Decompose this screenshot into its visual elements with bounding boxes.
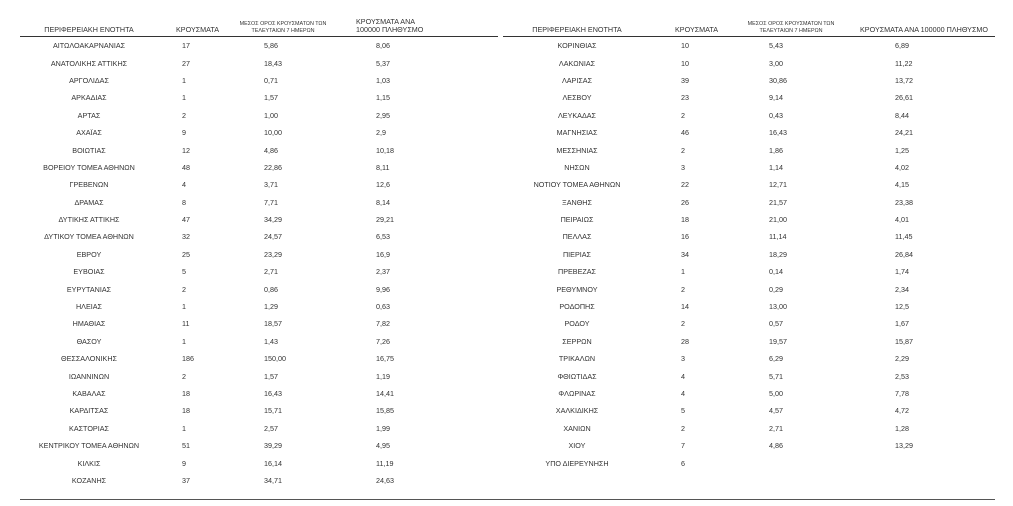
table-row xyxy=(503,437,995,454)
avg7-cell: 16,43 xyxy=(769,128,787,138)
per100k-cell: 7,78 xyxy=(895,389,909,398)
avg7-cell: 1,86 xyxy=(769,145,783,155)
table-row xyxy=(20,263,498,280)
per100k-cell: 4,72 xyxy=(895,406,909,416)
cases-cell: 3 xyxy=(681,162,685,172)
avg7-cell: 21,00 xyxy=(769,215,787,225)
table-row xyxy=(503,176,995,193)
per100k-cell: 13,29 xyxy=(895,441,913,451)
table-row xyxy=(20,246,498,263)
avg7-cell: 1,57 xyxy=(264,371,278,381)
cases-cell: 1 xyxy=(182,302,186,312)
avg7-cell: 4,86 xyxy=(264,145,278,155)
per100k-cell: 0,63 xyxy=(376,302,390,312)
per100k-cell: 2,95 xyxy=(376,110,390,120)
cases-cell: 4 xyxy=(182,180,186,190)
region-cell: ΗΛΕΙΑΣ xyxy=(75,302,103,312)
table-row xyxy=(503,37,995,55)
table-row xyxy=(503,124,995,141)
region-cell: ΠΕΙΡΑΙΩΣ xyxy=(560,215,594,225)
table-row xyxy=(503,72,995,89)
cases-cell: 1 xyxy=(182,93,186,103)
cases-table-left xyxy=(20,14,498,489)
per100k-cell: 23,38 xyxy=(895,197,913,207)
table-row xyxy=(503,194,995,211)
table-row xyxy=(20,37,498,55)
region-cell: ΔΥΤΙΚΟΥ ΤΟΜΕΑ ΑΘΗΝΩΝ xyxy=(44,232,134,242)
cases-cell: 23 xyxy=(681,93,689,103)
region-cell: ΑΡΓΟΛΙΔΑΣ xyxy=(69,75,109,85)
region-cell: ΛΕΣΒΟΥ xyxy=(562,93,592,103)
table-row xyxy=(503,211,995,228)
avg7-cell: 30,86 xyxy=(769,75,787,85)
avg7-cell: 15,71 xyxy=(264,406,282,416)
per100k-cell: 4,01 xyxy=(895,215,909,225)
header-region: ΠΕΡΙΦΕΡΕΙΑΚΗ ΕΝΟΤΗΤΑ xyxy=(503,14,651,37)
avg7-cell: 2,71 xyxy=(264,267,278,277)
avg7-cell: 5,86 xyxy=(264,41,278,51)
cases-cell: 2 xyxy=(681,319,685,329)
cases-cell: 5 xyxy=(681,406,685,416)
table-row xyxy=(503,298,995,315)
per100k-cell: 12,6 xyxy=(376,180,390,190)
avg7-cell: 19,57 xyxy=(769,336,787,346)
cases-cell: 4 xyxy=(681,371,685,381)
table-row xyxy=(503,107,995,124)
per100k-cell: 1,19 xyxy=(376,371,390,381)
per100k-cell: 11,45 xyxy=(895,232,913,242)
avg7-cell: 1,14 xyxy=(769,162,783,172)
cases-cell: 32 xyxy=(182,232,190,242)
avg7-cell: 5,00 xyxy=(769,389,783,398)
table-row xyxy=(20,211,498,228)
avg7-cell: 1,00 xyxy=(264,110,278,120)
cases-cell: 18 xyxy=(681,215,689,225)
table-row xyxy=(20,367,498,384)
avg7-cell: 1,29 xyxy=(264,302,278,312)
per100k-cell: 24,21 xyxy=(895,128,913,138)
cases-cell: 2 xyxy=(182,110,186,120)
table-row xyxy=(20,385,498,402)
region-cell: ΕΥΡΥΤΑΝΙΑΣ xyxy=(66,284,112,294)
avg7-cell xyxy=(729,454,853,471)
cases-cell: 37 xyxy=(182,475,190,485)
region-cell: ΡΟΔΟΠΗΣ xyxy=(559,302,595,312)
avg7-cell: 2,57 xyxy=(264,423,278,433)
table-row xyxy=(503,263,995,280)
cases-cell: 26 xyxy=(681,197,689,207)
per100k-cell: 8,06 xyxy=(376,41,390,51)
per100k-cell: 13,72 xyxy=(895,75,913,85)
region-cell: ΕΥΒΟΙΑΣ xyxy=(73,267,105,277)
avg7-cell: 18,57 xyxy=(264,319,282,329)
table-row xyxy=(20,437,498,454)
cases-cell: 6 xyxy=(681,458,685,468)
region-cell: ΠΡΕΒΕΖΑΣ xyxy=(558,267,596,277)
cases-cell: 27 xyxy=(182,58,190,68)
region-cell: ΓΡΕΒΕΝΩΝ xyxy=(69,180,109,190)
cases-cell: 2 xyxy=(681,284,685,294)
table-row xyxy=(20,298,498,315)
avg7-cell: 39,29 xyxy=(264,441,282,451)
header-per100k: ΚΡΟΥΣΜΑΤΑ ΑΝΑ 100000 ΠΛΗΘΥΣΜΟ xyxy=(853,14,995,37)
table-row xyxy=(20,228,498,245)
avg7-cell: 16,14 xyxy=(264,458,282,468)
region-cell: ΗΜΑΘΙΑΣ xyxy=(72,319,106,329)
cases-cell: 10 xyxy=(681,41,689,51)
per100k-cell: 29,21 xyxy=(376,215,394,225)
per100k-cell: 1,67 xyxy=(895,319,909,329)
avg7-cell: 12,71 xyxy=(769,180,787,190)
region-cell: ΚΕΝΤΡΙΚΟΥ ΤΟΜΕΑ ΑΘΗΝΩΝ xyxy=(38,441,140,451)
region-cell: ΛΑΚΩΝΙΑΣ xyxy=(558,58,596,68)
avg7-cell: 0,29 xyxy=(769,284,783,294)
per100k-cell: 2,34 xyxy=(895,284,909,294)
avg7-cell: 1,43 xyxy=(264,336,278,346)
avg7-cell: 0,57 xyxy=(769,319,783,329)
per100k-cell: 1,25 xyxy=(895,145,909,155)
per100k-cell: 4,15 xyxy=(895,180,909,190)
cases-cell: 186 xyxy=(182,354,194,364)
avg7-cell: 0,43 xyxy=(769,110,783,120)
per100k-cell: 1,74 xyxy=(895,267,909,277)
region-cell: ΚΟΡΙΝΘΙΑΣ xyxy=(557,41,597,51)
region-cell: ΦΛΩΡΙΝΑΣ xyxy=(558,389,596,398)
cases-cell: 7 xyxy=(681,441,685,451)
per100k-cell xyxy=(853,454,995,471)
table-row xyxy=(503,454,995,471)
header-region: ΠΕΡΙΦΕΡΕΙΑΚΗ ΕΝΟΤΗΤΑ xyxy=(20,14,158,37)
table-row xyxy=(503,402,995,419)
avg7-cell: 7,71 xyxy=(264,197,278,207)
region-cell: ΡΟΔΟΥ xyxy=(564,319,590,329)
per100k-cell: 26,84 xyxy=(895,249,913,259)
table-row xyxy=(503,89,995,106)
avg7-cell: 16,43 xyxy=(264,389,282,398)
cases-cell: 28 xyxy=(681,336,689,346)
table-row xyxy=(20,176,498,193)
avg7-cell: 0,86 xyxy=(264,284,278,294)
avg7-cell: 4,86 xyxy=(769,441,783,451)
cases-cell: 51 xyxy=(182,441,190,451)
avg7-cell: 18,29 xyxy=(769,249,787,259)
region-cell: ΔΡΑΜΑΣ xyxy=(74,197,104,207)
cases-cell: 11 xyxy=(182,319,190,329)
table-row xyxy=(20,194,498,211)
header-row xyxy=(20,14,498,37)
avg7-cell: 21,57 xyxy=(769,197,787,207)
table-row xyxy=(20,280,498,297)
region-cell: ΧΙΟΥ xyxy=(568,441,586,451)
table-row xyxy=(20,472,498,489)
region-cell: ΧΑΛΚΙΔΙΚΗΣ xyxy=(555,406,599,416)
table-row xyxy=(503,280,995,297)
header-row xyxy=(503,14,995,37)
cases-cell: 48 xyxy=(182,162,190,172)
region-cell: ΚΑΣΤΟΡΙΑΣ xyxy=(69,423,109,433)
per100k-cell: 1,03 xyxy=(376,75,390,85)
header-avg7: ΜΕΣΟΣ ΟΡΟΣ ΚΡΟΥΣΜΑΤΩΝ ΤΩΝ ΤΕΛΕΥΤΑΙΩΝ 7 ΗΜΕΡΩΝ xyxy=(729,14,853,37)
per100k-cell: 11,19 xyxy=(376,458,394,468)
per100k-cell: 16,9 xyxy=(376,249,390,259)
cases-cell: 9 xyxy=(182,458,186,468)
per100k-cell: 10,18 xyxy=(376,145,394,155)
table-row xyxy=(20,333,498,350)
table-row xyxy=(20,315,498,332)
per100k-cell: 1,99 xyxy=(376,423,390,433)
table-row xyxy=(503,367,995,384)
region-cell: ΑΡΤΑΣ xyxy=(77,110,101,120)
region-cell: ΑΙΤΩΛΟΑΚΑΡΝΑΝΙΑΣ xyxy=(52,41,126,51)
region-cell: ΚΟΖΑΝΗΣ xyxy=(71,475,107,485)
per100k-cell: 15,87 xyxy=(895,336,913,346)
region-cell: ΑΝΑΤΟΛΙΚΗΣ ΑΤΤΙΚΗΣ xyxy=(50,58,128,68)
per100k-cell: 2,53 xyxy=(895,371,909,381)
table-row xyxy=(503,246,995,263)
avg7-cell: 5,43 xyxy=(769,41,783,51)
avg7-cell: 4,57 xyxy=(769,406,783,416)
avg7-cell: 11,14 xyxy=(769,232,787,242)
region-cell: ΕΒΡΟΥ xyxy=(76,249,102,259)
avg7-cell: 13,00 xyxy=(769,302,787,312)
region-cell: ΑΧΑΪΑΣ xyxy=(76,128,102,138)
table-row xyxy=(20,141,498,158)
cases-cell: 2 xyxy=(681,145,685,155)
per100k-cell: 15,85 xyxy=(376,406,394,416)
table-row xyxy=(503,159,995,176)
cases-cell: 47 xyxy=(182,215,190,225)
region-cell: ΒΟΡΕΙΟΥ ΤΟΜΕΑ ΑΘΗΝΩΝ xyxy=(43,162,135,172)
avg7-cell: 3,00 xyxy=(769,58,783,68)
avg7-cell: 34,29 xyxy=(264,215,282,225)
cases-cell: 4 xyxy=(681,389,685,398)
per100k-cell: 16,75 xyxy=(376,354,394,364)
per100k-cell: 26,61 xyxy=(895,93,913,103)
table-body-right xyxy=(503,37,995,472)
cases-cell: 3 xyxy=(681,354,685,364)
table-row xyxy=(20,124,498,141)
cases-cell: 46 xyxy=(681,128,689,138)
per100k-cell: 6,89 xyxy=(895,41,909,51)
table-row xyxy=(20,454,498,471)
avg7-cell: 5,71 xyxy=(769,371,783,381)
table-row xyxy=(20,159,498,176)
cases-cell: 16 xyxy=(681,232,689,242)
per100k-cell: 2,9 xyxy=(376,128,386,138)
per100k-cell: 1,28 xyxy=(895,423,909,433)
region-cell: ΧΑΝΙΩΝ xyxy=(563,423,591,433)
region-cell: ΔΥΤΙΚΗΣ ΑΤΤΙΚΗΣ xyxy=(58,215,120,225)
region-cell: ΜΑΓΝΗΣΙΑΣ xyxy=(556,128,598,138)
region-cell: ΒΟΙΩΤΙΑΣ xyxy=(72,145,106,155)
cases-cell: 10 xyxy=(681,58,689,68)
region-cell: ΚΑΒΑΛΑΣ xyxy=(72,389,106,398)
per100k-cell: 4,95 xyxy=(376,441,390,451)
header-avg7: ΜΕΣΟΣ ΟΡΟΣ ΚΡΟΥΣΜΑΤΩΝ ΤΩΝ ΤΕΛΕΥΤΑΙΩΝ 7 ΗΜΕΡΩΝ xyxy=(228,14,338,37)
per100k-cell: 12,5 xyxy=(895,302,909,312)
table-row xyxy=(20,89,498,106)
per100k-cell: 7,82 xyxy=(376,319,390,329)
per100k-cell: 2,29 xyxy=(895,354,909,364)
region-cell: ΚΑΡΔΙΤΣΑΣ xyxy=(69,406,109,416)
per100k-cell: 5,37 xyxy=(376,58,390,68)
avg7-cell: 1,57 xyxy=(264,93,278,103)
avg7-cell: 10,00 xyxy=(264,128,282,138)
cases-cell: 8 xyxy=(182,197,186,207)
per100k-cell: 9,96 xyxy=(376,284,390,294)
avg7-cell: 18,43 xyxy=(264,58,282,68)
cases-cell: 2 xyxy=(681,423,685,433)
per100k-cell: 4,02 xyxy=(895,162,909,172)
region-cell: ΠΙΕΡΙΑΣ xyxy=(562,249,591,259)
table-row xyxy=(503,420,995,437)
per100k-cell: 14,41 xyxy=(376,389,394,398)
avg7-cell: 6,29 xyxy=(769,354,783,364)
cases-cell: 18 xyxy=(182,406,190,416)
table-row xyxy=(503,141,995,158)
table-row xyxy=(503,54,995,71)
per100k-cell: 1,15 xyxy=(376,93,390,103)
cases-cell: 1 xyxy=(182,336,186,346)
region-cell: ΛΕΥΚΑΔΑΣ xyxy=(557,110,596,120)
region-cell: ΜΕΣΣΗΝΙΑΣ xyxy=(556,145,598,155)
region-cell: ΣΕΡΡΩΝ xyxy=(562,336,592,346)
table-row xyxy=(503,315,995,332)
region-cell: ΑΡΚΑΔΙΑΣ xyxy=(71,93,107,103)
table-row xyxy=(20,420,498,437)
per100k-cell: 24,63 xyxy=(376,475,394,485)
header-cases: ΚΡΟΥΣΜΑΤΑ xyxy=(651,14,729,37)
per100k-cell: 2,37 xyxy=(376,267,390,277)
cases-table-right xyxy=(503,14,995,472)
header-cases: ΚΡΟΥΣΜΑΤΑ xyxy=(158,14,228,37)
avg7-cell: 22,86 xyxy=(264,162,282,172)
region-cell: ΠΕΛΛΑΣ xyxy=(562,232,592,242)
avg7-cell: 34,71 xyxy=(264,475,282,485)
cases-cell: 18 xyxy=(182,389,190,398)
region-cell: ΝΗΣΩΝ xyxy=(564,162,590,172)
avg7-cell: 0,71 xyxy=(264,75,278,85)
cases-cell: 1 xyxy=(182,75,186,85)
cases-cell: 25 xyxy=(182,249,190,259)
cases-cell: 2 xyxy=(182,284,186,294)
avg7-cell: 150,00 xyxy=(264,354,286,364)
table-row xyxy=(20,107,498,124)
cases-cell: 1 xyxy=(681,267,685,277)
per100k-cell: 11,22 xyxy=(895,58,913,68)
table-row xyxy=(20,402,498,419)
per100k-cell: 7,26 xyxy=(376,336,390,346)
region-cell: ΘΑΣΟΥ xyxy=(76,336,102,346)
avg7-cell: 9,14 xyxy=(769,93,783,103)
region-cell: ΚΙΛΚΙΣ xyxy=(77,458,101,468)
cases-cell: 34 xyxy=(681,249,689,259)
table-row xyxy=(503,333,995,350)
table-body-left xyxy=(20,37,498,490)
region-cell: ΡΕΘΥΜΝΟΥ xyxy=(556,284,598,294)
region-cell: ΥΠΟ ΔΙΕΡΕΥΝΗΣΗ xyxy=(545,458,609,468)
per100k-cell: 8,14 xyxy=(376,197,390,207)
table-row xyxy=(503,228,995,245)
cases-cell: 22 xyxy=(681,180,689,190)
per100k-cell: 8,44 xyxy=(895,110,909,120)
table-row xyxy=(20,54,498,71)
header-per100k: ΚΡΟΥΣΜΑΤΑ ΑΝΑ 100000 ΠΛΗΘΥΣΜΟ xyxy=(338,14,498,37)
region-cell: ΛΑΡΙΣΑΣ xyxy=(561,75,593,85)
cases-cell: 5 xyxy=(182,267,186,277)
region-cell: ΤΡΙΚΑΛΩΝ xyxy=(558,354,596,364)
cases-cell: 1 xyxy=(182,423,186,433)
avg7-cell: 24,57 xyxy=(264,232,282,242)
cases-cell: 12 xyxy=(182,145,190,155)
region-cell: ΙΩΑΝΝΙΝΩΝ xyxy=(68,371,110,381)
avg7-cell: 2,71 xyxy=(769,423,783,433)
cases-cell: 2 xyxy=(182,371,186,381)
region-cell: ΘΕΣΣΑΛΟΝΙΚΗΣ xyxy=(61,354,117,364)
cases-cell: 14 xyxy=(681,302,689,312)
cases-cell: 17 xyxy=(182,41,190,51)
avg7-cell: 0,14 xyxy=(769,267,783,277)
cases-cell: 9 xyxy=(182,128,186,138)
region-cell: ΦΘΙΩΤΙΔΑΣ xyxy=(557,371,597,381)
table-row xyxy=(20,72,498,89)
cases-cell: 2 xyxy=(681,110,685,120)
avg7-cell: 3,71 xyxy=(264,180,278,190)
bottom-rule xyxy=(20,499,995,500)
per100k-cell: 6,53 xyxy=(376,232,390,242)
region-cell: ΝΟΤΙΟΥ ΤΟΜΕΑ ΑΘΗΝΩΝ xyxy=(533,180,621,190)
avg7-cell: 23,29 xyxy=(264,249,282,259)
table-row xyxy=(503,385,995,402)
per100k-cell: 8,11 xyxy=(376,162,390,172)
cases-cell: 39 xyxy=(681,75,689,85)
table-row xyxy=(20,350,498,367)
region-cell: ΞΑΝΘΗΣ xyxy=(562,197,592,207)
table-row xyxy=(503,350,995,367)
